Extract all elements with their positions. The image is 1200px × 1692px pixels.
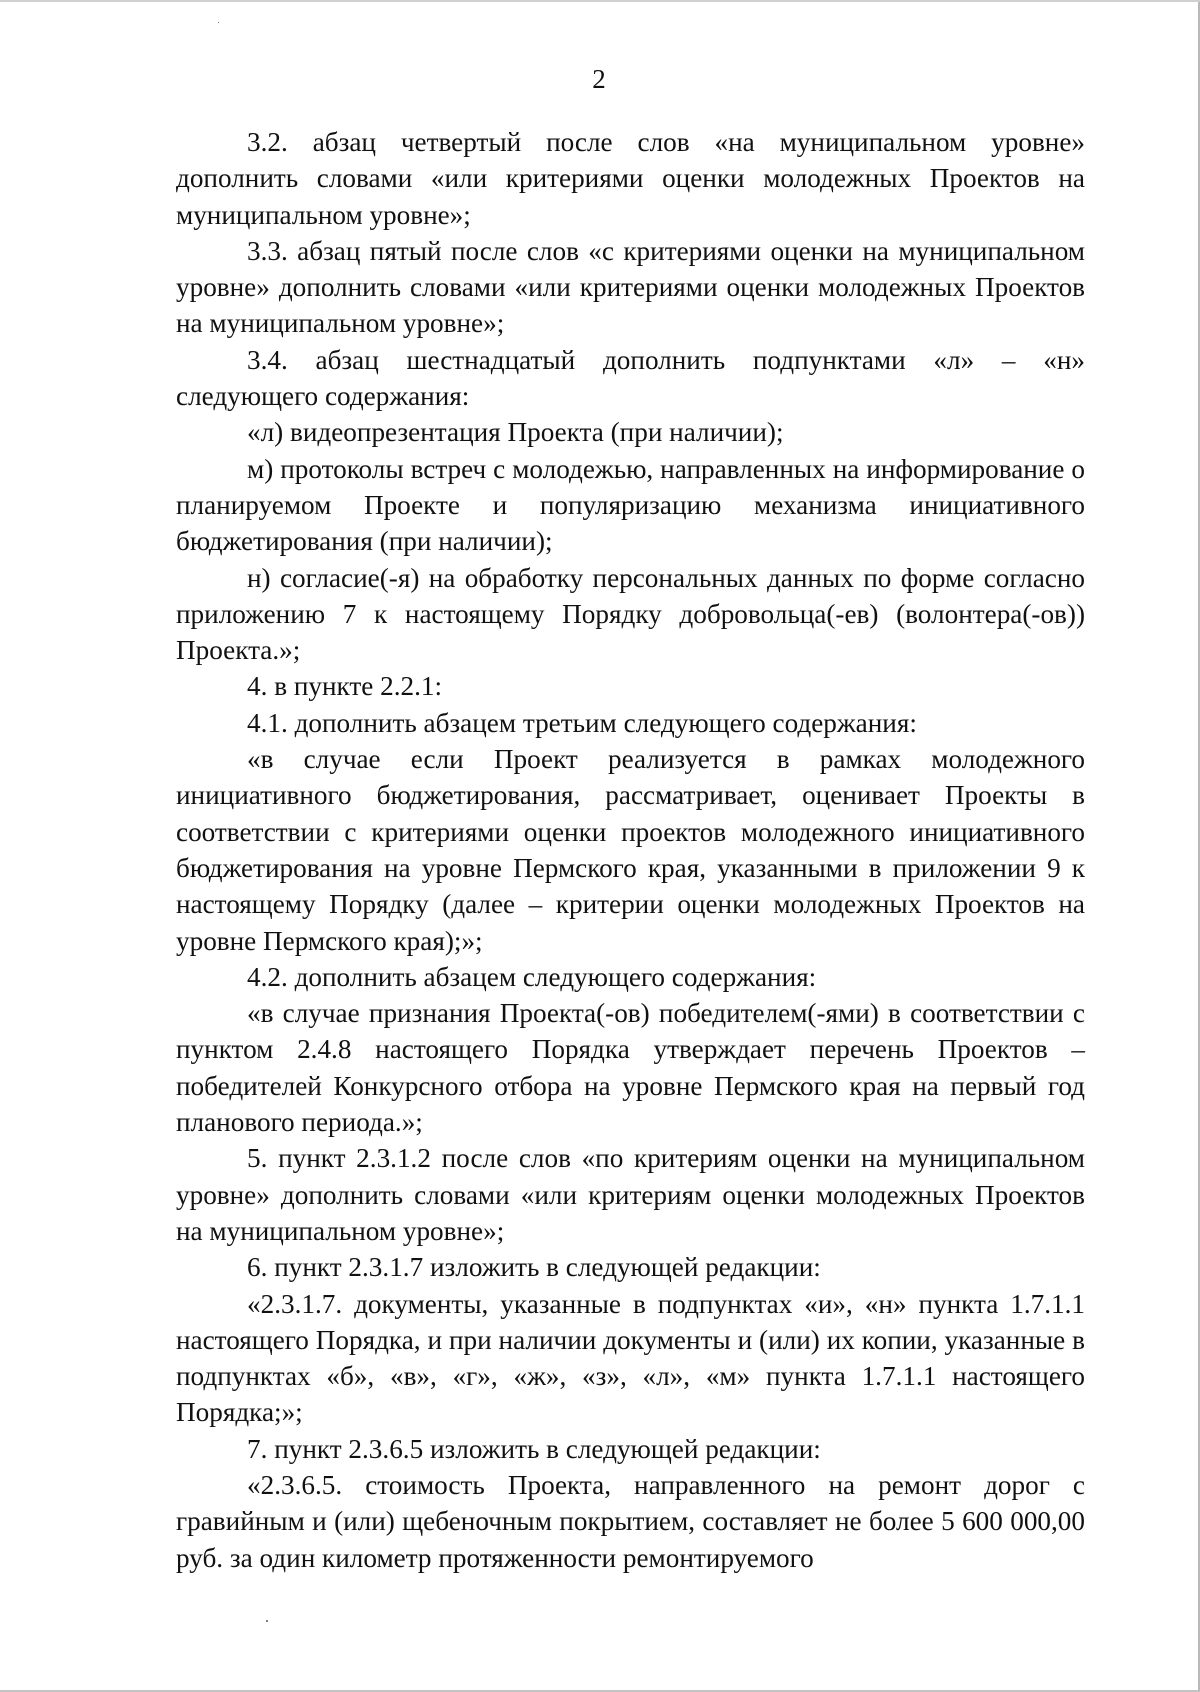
paragraph-4-2: 4.2. дополнить абзацем следующего содержания: [247, 961, 817, 992]
scan-speck [266, 1620, 268, 1622]
paragraph-6-quote: «2.3.1.7. документы, указанные в подпунктах «и», «н» пункта 1.7.1.1 настоящего Порядка, и при наличии документы и (или) их копии, указанные в подпунктах «б», «в», «г», «ж», «з», «л», «м» пункта 1.7.1.1 настоящего Порядка;»; [176, 1288, 1085, 1428]
page-number: 2 [592, 64, 606, 94]
paragraph-subitem-m: м) протоколы встреч с молодежью, направленных на информирование о планируемом Проекте и популяризацию механизма инициативного бюджетирования (при наличии); [176, 453, 1085, 557]
paragraph-4-1: 4.1. дополнить абзацем третьим следующего содержания: [247, 707, 917, 738]
scan-edge [0, 0, 1200, 2]
paragraph-3-3: 3.3. абзац пятый после слов «с критериями оценки на муниципальном уровне» дополнить словами «или критериями оценки молодежных Проектов на муниципальном уровне»; [176, 235, 1085, 339]
paragraph-7-quote: «2.3.6.5. стоимость Проекта, направленного на ремонт дорог с гравийным и (или) щебеночным покрытием, составляет не более 5 600 000,00 руб. за один километр протяженности ремонтируемого [176, 1469, 1085, 1573]
document-body [176, 124, 1085, 1576]
paragraph-5: 5. пункт 2.3.1.2 после слов «по критериям оценки на муниципальном уровне» дополнить словами «или критериям оценки молодежных Проектов на муниципальном уровне»; [176, 1143, 1085, 1246]
paragraph-6: 6. пункт 2.3.1.7 изложить в следующей редакции: [247, 1252, 821, 1283]
paragraph-3-4: 3.4. абзац шестнадцатый дополнить подпунктами «л» – «н» следующего содержания: [176, 344, 1085, 412]
scan-speck [218, 22, 219, 23]
paragraph-subitem-n: н) согласие(-я) на обработку персональных данных по форме согласно приложению 7 к настоящему Порядку добровольца(-ев) (волонтера(-ов)) Проекта.»; [176, 562, 1085, 666]
paragraph-subitem-l: «л) видеопрезентация Проекта (при наличии); [247, 417, 784, 448]
paragraph-4: 4. в пункте 2.2.1: [247, 671, 443, 702]
paragraph-7: 7. пункт 2.3.6.5 изложить в следующей редакции: [247, 1433, 821, 1464]
paragraph-3-2: 3.2. абзац четвертый после слов «на муниципальном уровне» дополнить словами «или критериями оценки молодежных Проектов на муниципальном уровне»; [176, 127, 1085, 230]
paragraph-4-2-quote: «в случае признания Проекта(-ов) победителем(-ями) в соответствии с пунктом 2.4.8 настоящего Порядка утверждает перечень Проектов – победителей Конкурсного отбора на уровне Пермского края на первый год планового периода.»; [176, 998, 1085, 1138]
paragraph-4-1-quote: «в случае если Проект реализуется в рамках молодежного инициативного бюджетирования, рассматривает, оценивает Проекты в соответствии с критериями оценки проектов молодежного инициативного бюджетирования на уровне Пермского края, указанными в приложении 9 к настоящему Порядку (далее – критерии оценки молодежных Проектов на уровне Пермского края);»; [176, 744, 1085, 956]
